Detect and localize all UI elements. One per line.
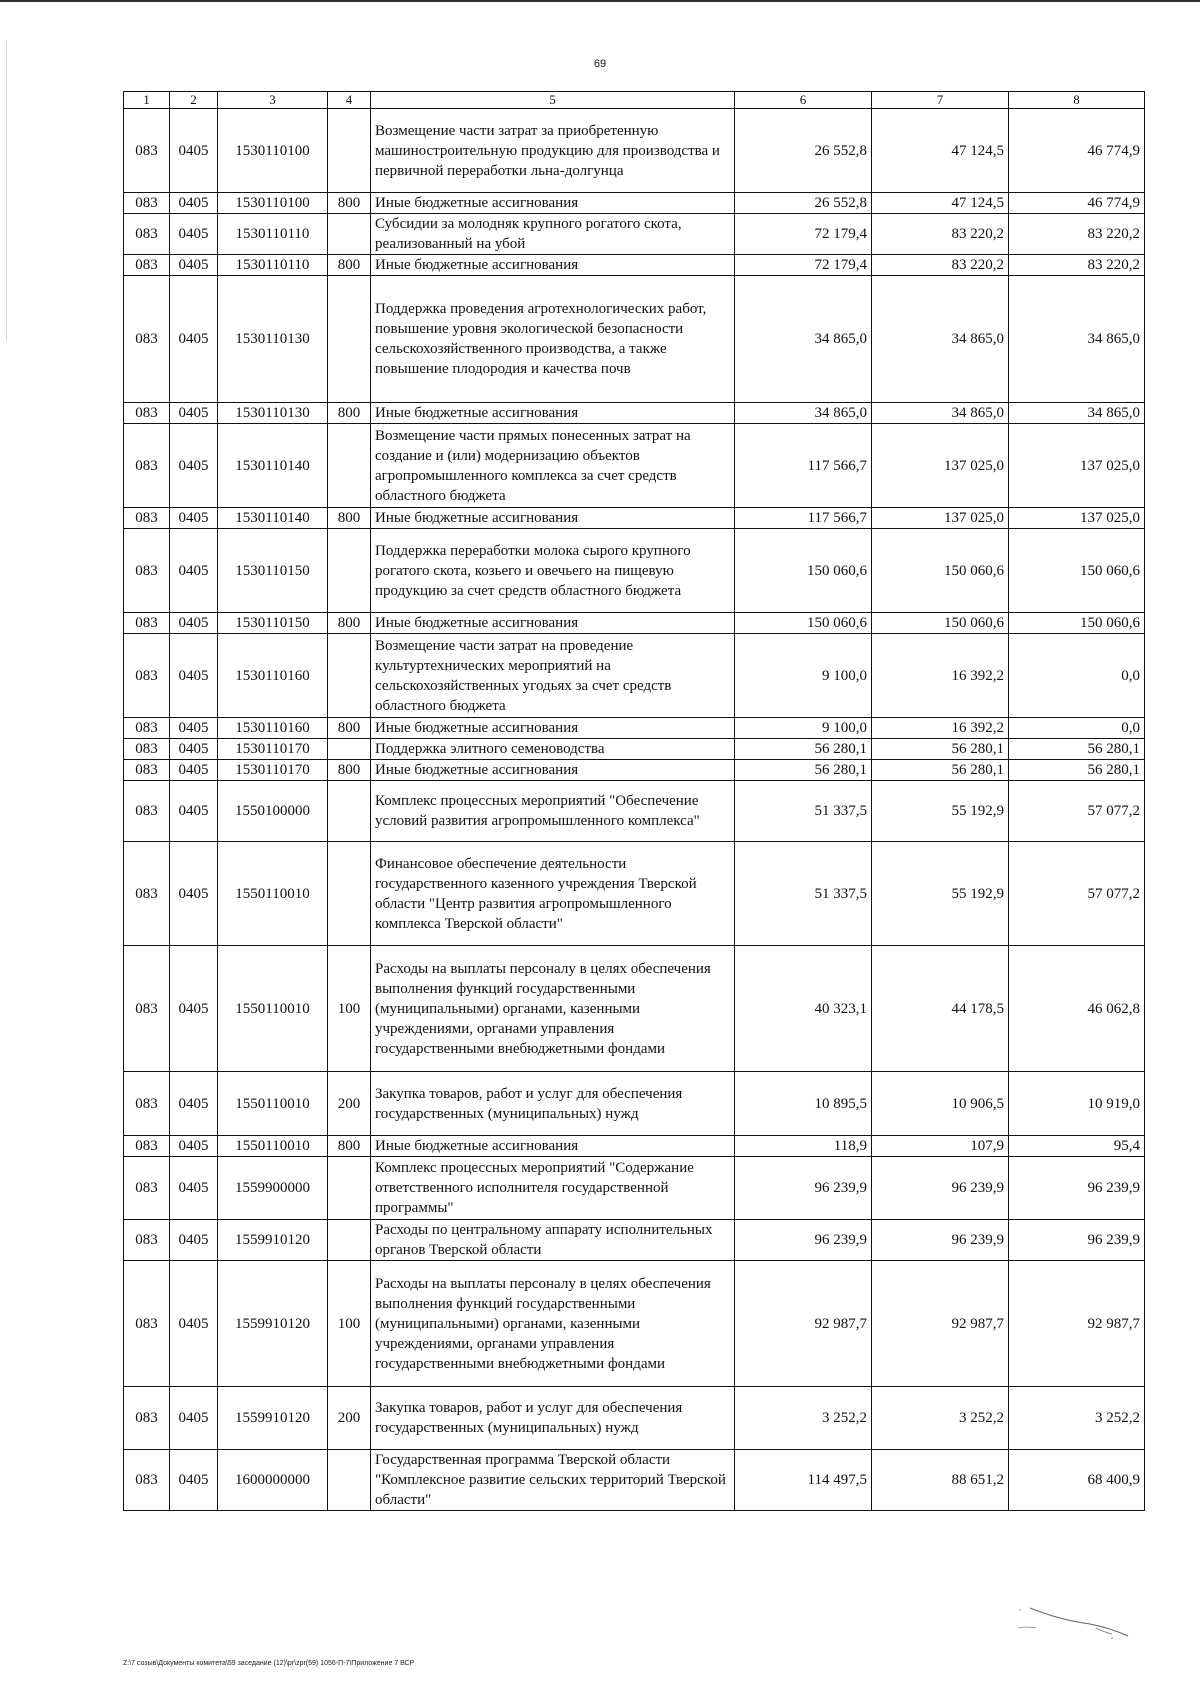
table-row xyxy=(124,508,1145,529)
table-row xyxy=(124,634,1145,718)
table-cell-col-6: 150 060,6 xyxy=(735,613,872,634)
table-cell-col-6: 3 252,2 xyxy=(735,1387,872,1450)
table-cell-col-3: 1530110150 xyxy=(218,529,328,613)
table-row xyxy=(124,718,1145,739)
table-cell-col-1: 083 xyxy=(124,508,170,529)
table-cell-col-1: 083 xyxy=(124,842,170,946)
table-cell-col-4: 800 xyxy=(328,193,371,214)
table-cell-col-3: 1550110010 xyxy=(218,1136,328,1157)
table-cell-col-5: Закупка товаров, работ и услуг для обеспечения государственных (муниципальных) нужд xyxy=(371,1387,735,1450)
footer-file-path: Z:\7 созыв\Документы комитета\59 заседание (12)\pr\zpr(59) 1056-П-7\Приложение 7 ВСР xyxy=(123,1660,415,1667)
table-cell-col-5: Возмещение части затрат на проведение культуртехнических мероприятий на сельскохозяйственных угодьях за счет средств областного бюджета xyxy=(371,634,735,718)
table-cell-col-3: 1559910120 xyxy=(218,1220,328,1261)
table-row xyxy=(124,276,1145,403)
table-cell-col-8: 83 220,2 xyxy=(1009,255,1145,276)
table-cell-col-4: 800 xyxy=(328,760,371,781)
table-cell-col-4 xyxy=(328,424,371,508)
table-cell-col-7: 150 060,6 xyxy=(872,613,1009,634)
table-cell-col-2: 0405 xyxy=(170,739,218,760)
column-header: 4 xyxy=(328,92,371,109)
table-cell-col-8: 34 865,0 xyxy=(1009,276,1145,403)
table-cell-col-1: 083 xyxy=(124,1157,170,1220)
table-cell-col-5: Комплекс процессных мероприятий "Обеспечение условий развития агропромышленного комплекса" xyxy=(371,781,735,842)
table-cell-col-2: 0405 xyxy=(170,109,218,193)
table-cell-col-2: 0405 xyxy=(170,718,218,739)
table-cell-col-8: 150 060,6 xyxy=(1009,529,1145,613)
table-cell-col-7: 96 239,9 xyxy=(872,1220,1009,1261)
table-cell-col-5: Поддержка проведения агротехнологических работ, повышение уровня экологической безопасности сельскохозяйственного производства, а также повышение плодородия и качества почв xyxy=(371,276,735,403)
table-cell-col-8: 137 025,0 xyxy=(1009,508,1145,529)
table-cell-col-5: Субсидии за молодняк крупного рогатого скота, реализованный на убой xyxy=(371,214,735,255)
table-cell-col-1: 083 xyxy=(124,424,170,508)
table-cell-col-1: 083 xyxy=(124,1387,170,1450)
table-cell-col-2: 0405 xyxy=(170,946,218,1072)
table-cell-col-6: 114 497,5 xyxy=(735,1450,872,1511)
table-cell-col-4 xyxy=(328,781,371,842)
table-row xyxy=(124,1157,1145,1220)
table-cell-col-1: 083 xyxy=(124,276,170,403)
table-cell-col-2: 0405 xyxy=(170,1072,218,1136)
table-cell-col-8: 68 400,9 xyxy=(1009,1450,1145,1511)
table-cell-col-4: 800 xyxy=(328,718,371,739)
table-row xyxy=(124,403,1145,424)
table-cell-col-7: 10 906,5 xyxy=(872,1072,1009,1136)
table-cell-col-5: Расходы по центральному аппарату исполнительных органов Тверской области xyxy=(371,1220,735,1261)
table-cell-col-5: Иные бюджетные ассигнования xyxy=(371,403,735,424)
table-row xyxy=(124,1072,1145,1136)
table-cell-col-2: 0405 xyxy=(170,255,218,276)
table-cell-col-3: 1600000000 xyxy=(218,1450,328,1511)
table-cell-col-1: 083 xyxy=(124,403,170,424)
table-cell-col-5: Финансовое обеспечение деятельности государственного казенного учреждения Тверской области "Центр развития агропромышленного комплекса Тверской области" xyxy=(371,842,735,946)
table-cell-col-1: 083 xyxy=(124,613,170,634)
table-cell-col-1: 083 xyxy=(124,1136,170,1157)
table-cell-col-7: 34 865,0 xyxy=(872,276,1009,403)
table-cell-col-4 xyxy=(328,276,371,403)
column-header: 8 xyxy=(1009,92,1145,109)
table-cell-col-8: 137 025,0 xyxy=(1009,424,1145,508)
table-cell-col-3: 1530110170 xyxy=(218,739,328,760)
table-cell-col-3: 1530110110 xyxy=(218,255,328,276)
budget-table xyxy=(123,91,1145,1511)
table-cell-col-6: 26 552,8 xyxy=(735,193,872,214)
table-row xyxy=(124,842,1145,946)
column-header: 5 xyxy=(371,92,735,109)
table-cell-col-2: 0405 xyxy=(170,842,218,946)
table-cell-col-1: 083 xyxy=(124,1072,170,1136)
scan-shadow xyxy=(6,40,7,340)
table-cell-col-1: 083 xyxy=(124,760,170,781)
table-cell-col-6: 10 895,5 xyxy=(735,1072,872,1136)
table-cell-col-2: 0405 xyxy=(170,508,218,529)
table-cell-col-3: 1530110130 xyxy=(218,276,328,403)
table-cell-col-3: 1550110010 xyxy=(218,842,328,946)
table-cell-col-4 xyxy=(328,1450,371,1511)
table-row xyxy=(124,424,1145,508)
table-cell-col-8: 46 062,8 xyxy=(1009,946,1145,1072)
table-cell-col-2: 0405 xyxy=(170,193,218,214)
table-cell-col-2: 0405 xyxy=(170,1450,218,1511)
table-cell-col-1: 083 xyxy=(124,1450,170,1511)
table-cell-col-4: 800 xyxy=(328,255,371,276)
table-cell-col-5: Закупка товаров, работ и услуг для обеспечения государственных (муниципальных) нужд xyxy=(371,1072,735,1136)
table-cell-col-7: 88 651,2 xyxy=(872,1450,1009,1511)
table-cell-col-5: Государственная программа Тверской области "Комплексное развитие сельских территорий Тверской области" xyxy=(371,1450,735,1511)
table-cell-col-6: 40 323,1 xyxy=(735,946,872,1072)
table-cell-col-3: 1530110160 xyxy=(218,718,328,739)
table-cell-col-3: 1530110160 xyxy=(218,634,328,718)
table-cell-col-1: 083 xyxy=(124,781,170,842)
table-cell-col-4: 800 xyxy=(328,613,371,634)
table-cell-col-4 xyxy=(328,1220,371,1261)
table-cell-col-1: 083 xyxy=(124,739,170,760)
table-cell-col-6: 72 179,4 xyxy=(735,255,872,276)
table-cell-col-5: Иные бюджетные ассигнования xyxy=(371,193,735,214)
table-cell-col-7: 44 178,5 xyxy=(872,946,1009,1072)
table-cell-col-3: 1550110010 xyxy=(218,946,328,1072)
table-cell-col-4: 100 xyxy=(328,1261,371,1387)
table-cell-col-6: 51 337,5 xyxy=(735,842,872,946)
table-row xyxy=(124,109,1145,193)
table-cell-col-7: 34 865,0 xyxy=(872,403,1009,424)
table-cell-col-7: 107,9 xyxy=(872,1136,1009,1157)
table-cell-col-4: 200 xyxy=(328,1387,371,1450)
table-cell-col-5: Возмещение части прямых понесенных затрат на создание и (или) модернизацию объектов агропромышленного комплекса за счет средств областного бюджета xyxy=(371,424,735,508)
table-cell-col-6: 96 239,9 xyxy=(735,1157,872,1220)
table-cell-col-1: 083 xyxy=(124,529,170,613)
table-cell-col-1: 083 xyxy=(124,1220,170,1261)
table-cell-col-1: 083 xyxy=(124,214,170,255)
table-header-row xyxy=(124,92,1145,109)
table-cell-col-8: 150 060,6 xyxy=(1009,613,1145,634)
table-cell-col-2: 0405 xyxy=(170,781,218,842)
table-cell-col-8: 56 280,1 xyxy=(1009,760,1145,781)
table-cell-col-5: Иные бюджетные ассигнования xyxy=(371,760,735,781)
signature-mark xyxy=(1000,1598,1140,1648)
table-row xyxy=(124,760,1145,781)
table-cell-col-7: 83 220,2 xyxy=(872,214,1009,255)
table-cell-col-1: 083 xyxy=(124,718,170,739)
page-number: 69 xyxy=(593,58,607,70)
table-cell-col-4 xyxy=(328,109,371,193)
table-cell-col-5: Расходы на выплаты персоналу в целях обеспечения выполнения функций государственными (муниципальными) органами, казенными учреждениями, органами управления государственными внебюджетными фондами xyxy=(371,1261,735,1387)
table-cell-col-4 xyxy=(328,529,371,613)
table-cell-col-3: 1530110100 xyxy=(218,109,328,193)
table-cell-col-2: 0405 xyxy=(170,403,218,424)
table-cell-col-7: 137 025,0 xyxy=(872,424,1009,508)
table-cell-col-3: 1559900000 xyxy=(218,1157,328,1220)
table-cell-col-2: 0405 xyxy=(170,1387,218,1450)
table-cell-col-6: 117 566,7 xyxy=(735,508,872,529)
table-row xyxy=(124,946,1145,1072)
table-row xyxy=(124,1387,1145,1450)
table-cell-col-3: 1530110100 xyxy=(218,193,328,214)
table-cell-col-8: 57 077,2 xyxy=(1009,842,1145,946)
table-cell-col-5: Поддержка переработки молока сырого крупного рогатого скота, козьего и овечьего на пищевую продукцию за счет средств областного бюджета xyxy=(371,529,735,613)
table-cell-col-5: Возмещение части затрат за приобретенную машиностроительную продукцию для производства и первичной переработки льна-долгунца xyxy=(371,109,735,193)
table-cell-col-4 xyxy=(328,1157,371,1220)
table-cell-col-3: 1550100000 xyxy=(218,781,328,842)
table-cell-col-7: 96 239,9 xyxy=(872,1157,1009,1220)
table-row xyxy=(124,781,1145,842)
table-cell-col-3: 1559910120 xyxy=(218,1261,328,1387)
table-cell-col-6: 26 552,8 xyxy=(735,109,872,193)
table-cell-col-4: 200 xyxy=(328,1072,371,1136)
table-cell-col-6: 56 280,1 xyxy=(735,739,872,760)
table-cell-col-6: 34 865,0 xyxy=(735,276,872,403)
table-cell-col-8: 46 774,9 xyxy=(1009,109,1145,193)
table-cell-col-7: 56 280,1 xyxy=(872,760,1009,781)
table-cell-col-2: 0405 xyxy=(170,424,218,508)
table-cell-col-7: 47 124,5 xyxy=(872,193,1009,214)
column-header: 6 xyxy=(735,92,872,109)
column-header: 1 xyxy=(124,92,170,109)
table-cell-col-5: Расходы на выплаты персоналу в целях обеспечения выполнения функций государственными (муниципальными) органами, казенными учреждениями, органами управления государственными внебюджетными фондами xyxy=(371,946,735,1072)
table-row xyxy=(124,1136,1145,1157)
column-header: 2 xyxy=(170,92,218,109)
table-cell-col-7: 137 025,0 xyxy=(872,508,1009,529)
table-cell-col-8: 83 220,2 xyxy=(1009,214,1145,255)
table-cell-col-5: Иные бюджетные ассигнования xyxy=(371,613,735,634)
table-cell-col-7: 83 220,2 xyxy=(872,255,1009,276)
table-cell-col-8: 0,0 xyxy=(1009,718,1145,739)
table-row xyxy=(124,255,1145,276)
table-cell-col-7: 92 987,7 xyxy=(872,1261,1009,1387)
table-cell-col-8: 0,0 xyxy=(1009,634,1145,718)
table-cell-col-8: 10 919,0 xyxy=(1009,1072,1145,1136)
table-cell-col-2: 0405 xyxy=(170,529,218,613)
table-cell-col-6: 34 865,0 xyxy=(735,403,872,424)
table-cell-col-1: 083 xyxy=(124,1261,170,1387)
table-cell-col-6: 92 987,7 xyxy=(735,1261,872,1387)
table-cell-col-8: 96 239,9 xyxy=(1009,1157,1145,1220)
table-body xyxy=(124,109,1145,1511)
table-cell-col-4 xyxy=(328,842,371,946)
table-cell-col-2: 0405 xyxy=(170,1157,218,1220)
table-cell-col-7: 16 392,2 xyxy=(872,634,1009,718)
table-cell-col-6: 56 280,1 xyxy=(735,760,872,781)
table-cell-col-2: 0405 xyxy=(170,613,218,634)
table-cell-col-3: 1530110110 xyxy=(218,214,328,255)
table-cell-col-8: 57 077,2 xyxy=(1009,781,1145,842)
table-cell-col-5: Иные бюджетные ассигнования xyxy=(371,1136,735,1157)
table-row xyxy=(124,214,1145,255)
table-cell-col-6: 9 100,0 xyxy=(735,718,872,739)
table-cell-col-2: 0405 xyxy=(170,760,218,781)
table-cell-col-3: 1559910120 xyxy=(218,1387,328,1450)
table-cell-col-5: Иные бюджетные ассигнования xyxy=(371,508,735,529)
table-cell-col-1: 083 xyxy=(124,193,170,214)
table-cell-col-4: 800 xyxy=(328,508,371,529)
table-cell-col-8: 96 239,9 xyxy=(1009,1220,1145,1261)
table-cell-col-2: 0405 xyxy=(170,276,218,403)
table-cell-col-2: 0405 xyxy=(170,214,218,255)
table-cell-col-8: 56 280,1 xyxy=(1009,739,1145,760)
scan-edge xyxy=(0,0,1200,2)
table-cell-col-2: 0405 xyxy=(170,1136,218,1157)
table-cell-col-6: 51 337,5 xyxy=(735,781,872,842)
table-cell-col-2: 0405 xyxy=(170,634,218,718)
table-cell-col-7: 56 280,1 xyxy=(872,739,1009,760)
table-cell-col-3: 1530110140 xyxy=(218,508,328,529)
table-row xyxy=(124,529,1145,613)
table-cell-col-3: 1530110170 xyxy=(218,760,328,781)
column-header: 3 xyxy=(218,92,328,109)
table-cell-col-1: 083 xyxy=(124,946,170,1072)
table-row xyxy=(124,613,1145,634)
table-row xyxy=(124,1450,1145,1511)
table-cell-col-5: Иные бюджетные ассигнования xyxy=(371,255,735,276)
table-cell-col-6: 150 060,6 xyxy=(735,529,872,613)
table-cell-col-5: Иные бюджетные ассигнования xyxy=(371,718,735,739)
table-cell-col-3: 1530110150 xyxy=(218,613,328,634)
table-cell-col-3: 1530110140 xyxy=(218,424,328,508)
table-cell-col-2: 0405 xyxy=(170,1261,218,1387)
table-row xyxy=(124,193,1145,214)
table-cell-col-8: 3 252,2 xyxy=(1009,1387,1145,1450)
table-cell-col-4 xyxy=(328,214,371,255)
table-cell-col-6: 117 566,7 xyxy=(735,424,872,508)
table-cell-col-8: 92 987,7 xyxy=(1009,1261,1145,1387)
table-cell-col-4: 800 xyxy=(328,403,371,424)
table-cell-col-7: 16 392,2 xyxy=(872,718,1009,739)
table-cell-col-7: 47 124,5 xyxy=(872,109,1009,193)
table-row xyxy=(124,1261,1145,1387)
table-cell-col-6: 96 239,9 xyxy=(735,1220,872,1261)
table-cell-col-5: Комплекс процессных мероприятий "Содержание ответственного исполнителя государственной программы" xyxy=(371,1157,735,1220)
table-row xyxy=(124,739,1145,760)
table-cell-col-4: 800 xyxy=(328,1136,371,1157)
table-cell-col-7: 55 192,9 xyxy=(872,781,1009,842)
table-cell-col-1: 083 xyxy=(124,634,170,718)
table-cell-col-8: 34 865,0 xyxy=(1009,403,1145,424)
table-cell-col-5: Поддержка элитного семеноводства xyxy=(371,739,735,760)
table-cell-col-4 xyxy=(328,634,371,718)
table-cell-col-3: 1550110010 xyxy=(218,1072,328,1136)
column-header: 7 xyxy=(872,92,1009,109)
table-cell-col-7: 55 192,9 xyxy=(872,842,1009,946)
table-cell-col-7: 3 252,2 xyxy=(872,1387,1009,1450)
table-cell-col-8: 95,4 xyxy=(1009,1136,1145,1157)
table-cell-col-6: 9 100,0 xyxy=(735,634,872,718)
table-cell-col-3: 1530110130 xyxy=(218,403,328,424)
table-cell-col-6: 72 179,4 xyxy=(735,214,872,255)
table-cell-col-2: 0405 xyxy=(170,1220,218,1261)
table-cell-col-7: 150 060,6 xyxy=(872,529,1009,613)
table-cell-col-6: 118,9 xyxy=(735,1136,872,1157)
table-row xyxy=(124,1220,1145,1261)
table-cell-col-1: 083 xyxy=(124,255,170,276)
table-cell-col-4 xyxy=(328,739,371,760)
table-cell-col-1: 083 xyxy=(124,109,170,193)
table-cell-col-8: 46 774,9 xyxy=(1009,193,1145,214)
table-cell-col-4: 100 xyxy=(328,946,371,1072)
